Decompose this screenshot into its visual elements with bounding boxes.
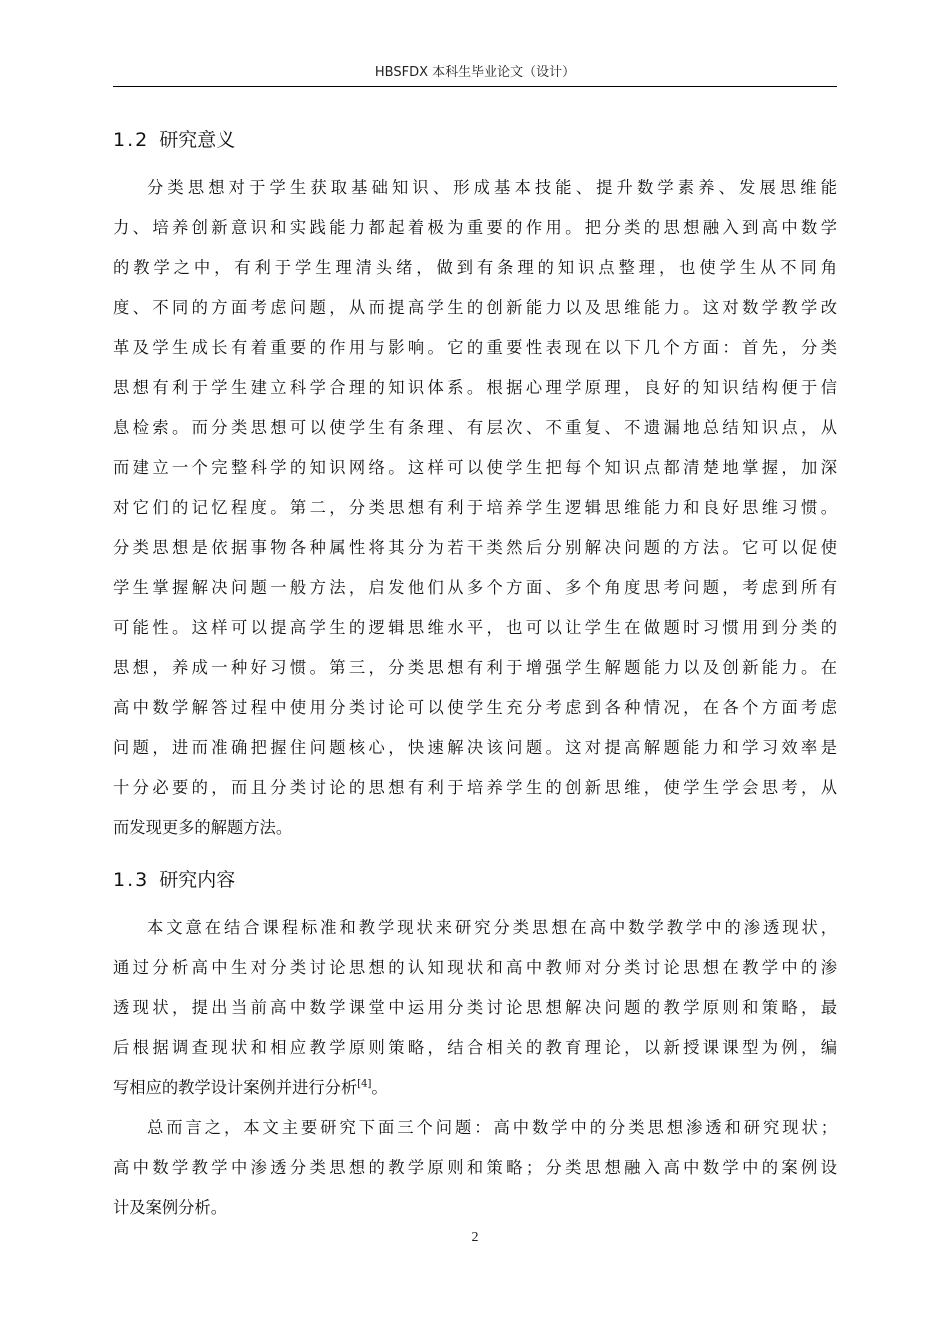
paragraph-line: 问题，进而准确把握住问题核心，快速解决该问题。这对提高解题能力和学习效率是 <box>113 738 837 757</box>
paragraph-line: 分类思想是依据事物各种属性将其分为若干类然后分别解决问题的方法。它可以促使 <box>113 538 837 557</box>
line-text: 写相应的教学设计案例并进行分析 <box>113 1078 358 1097</box>
paragraph-line: 的教学之中，有利于学生理清头绪，做到有条理的知识点整理，也使学生从不同角 <box>113 258 837 277</box>
paragraph-line: 通过分析高中生对分类讨论思想的认知现状和高中教师对分类讨论思想在教学中的渗 <box>113 958 837 977</box>
paragraph-line: 息检索。而分类思想可以使学生有条理、有层次、不重复、不遗漏地总结知识点，从 <box>113 418 837 437</box>
citation-reference[interactable]: [4] <box>357 1078 372 1090</box>
paragraph-line: 学生掌握解决问题一般方法，启发他们从多个方面、多个角度思考问题，考虑到所有 <box>113 578 837 597</box>
paragraph-line: 度、不同的方面考虑问题，从而提高学生的创新能力以及思维能力。这对数学教学改 <box>113 298 837 317</box>
paragraph-line: 总而言之，本文主要研究下面三个问题：高中数学中的分类思想渗透和研究现状； <box>147 1118 837 1137</box>
header-title: HBSFDX 本科生毕业论文（设计） <box>374 65 576 80</box>
paragraph-line: 革及学生成长有着重要的作用与影响。它的重要性表现在以下几个方面：首先，分类 <box>113 338 837 357</box>
section-heading-1-2 <box>113 128 235 152</box>
paragraph-line: 高中数学解答过程中使用分类讨论可以使学生充分考虑到各种情况，在各个方面考虑 <box>113 698 837 717</box>
section-title: 研究内容 <box>159 869 236 891</box>
paragraph-line: 可能性。这样可以提高学生的逻辑思维水平，也可以让学生在做题时习惯用到分类的 <box>113 618 837 637</box>
section-title: 研究意义 <box>159 129 236 151</box>
page-header <box>113 64 837 87</box>
paragraph-line <box>113 1076 837 1100</box>
paragraph-line: 本文意在结合课程标准和教学现状来研究分类思想在高中数学教学中的渗透现状， <box>147 918 837 937</box>
paragraph-line: 计及案例分析。 <box>113 1198 227 1217</box>
paragraph-line: 思想有利于学生建立科学合理的知识体系。根据心理学原理，良好的知识结构便于信 <box>113 378 837 397</box>
paragraph-line: 而发现更多的解题方法。 <box>113 818 293 837</box>
section-number: 1.2 <box>113 129 150 151</box>
paragraph-line: 高中数学教学中渗透分类思想的教学原则和策略；分类思想融入高中数学中的案例设 <box>113 1158 837 1177</box>
paragraph-line: 力、培养创新意识和实践能力都起着极为重要的作用。把分类的思想融入到高中数学 <box>113 218 837 237</box>
paragraph-line: 后根据调查现状和相应教学原则策略，结合相关的教育理论，以新授课课型为例，编 <box>113 1038 837 1057</box>
page-number: 2 <box>471 1230 479 1245</box>
paragraph-line: 思想，养成一种好习惯。第三，分类思想有利于增强学生解题能力以及创新能力。在 <box>113 658 837 677</box>
paragraph-line: 对它们的记忆程度。第二，分类思想有利于培养学生逻辑思维能力和良好思维习惯。 <box>113 498 837 517</box>
paragraph-line: 分类思想对于学生获取基础知识、形成基本技能、提升数学素养、发展思维能 <box>147 178 837 197</box>
section-number: 1.3 <box>113 869 150 891</box>
paragraph-line: 而建立一个完整科学的知识网络。这样可以使学生把每个知识点都清楚地掌握，加深 <box>113 458 837 477</box>
section-heading-1-3 <box>113 868 235 892</box>
paragraph-line: 十分必要的，而且分类讨论的思想有利于培养学生的创新思维，使学生学会思考，从 <box>113 778 837 797</box>
paragraph-line: 透现状，提出当前高中数学课堂中运用分类讨论思想解决问题的教学原则和策略，最 <box>113 998 837 1017</box>
line-tail: 。 <box>371 1078 388 1097</box>
